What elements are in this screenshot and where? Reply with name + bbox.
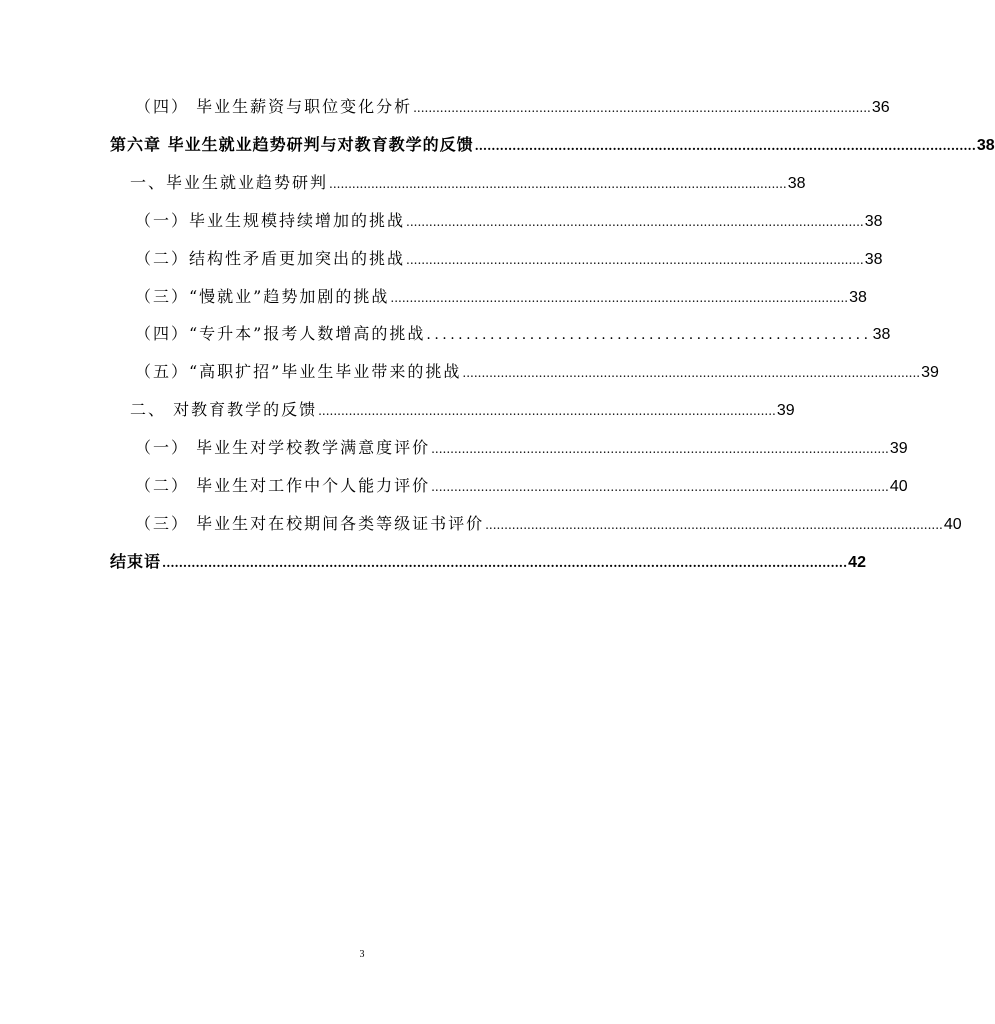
toc-entry[interactable] <box>135 97 890 117</box>
dot-leader: ........................................................................................................................ <box>485 518 943 532</box>
toc-entry-title: （一）毕业生规模持续增加的挑战 <box>135 211 406 230</box>
dot-leader: ........................................................................................................................ <box>413 101 871 115</box>
toc-entry-page: 38 <box>787 175 806 192</box>
page-number: 3 <box>359 949 365 960</box>
toc-entry-page: 39 <box>889 440 908 457</box>
toc-entry[interactable] <box>130 400 795 420</box>
toc-entry[interactable] <box>135 324 891 344</box>
dot-leader: ........................................................................................................................ <box>406 253 864 267</box>
toc-entry-page: 39 <box>776 402 795 419</box>
toc-entry-title: 第六章 毕业生就业趋势研判与对教育教学的反馈 <box>110 135 474 154</box>
toc-entry[interactable] <box>135 514 962 534</box>
toc-entry-page: 38 <box>976 137 995 154</box>
toc-entry-title: （二） 毕业生对工作中个人能力评价 <box>135 476 431 495</box>
toc-entry-title: 二、 对教育教学的反馈 <box>130 400 318 419</box>
dot-leader: ........................................................................................................................ <box>431 442 889 456</box>
dot-leader: ........................................................................................................................ <box>406 215 864 229</box>
dot-leader: ........................................................................................................................ <box>390 291 849 305</box>
toc-entry-title: （一） 毕业生对学校教学满意度评价 <box>135 438 431 457</box>
toc-entry[interactable] <box>135 249 883 269</box>
toc-entry[interactable] <box>135 287 867 307</box>
toc-entry-title: 结束语 <box>110 552 162 571</box>
toc-entry-title: （四）“专升本”报考人数增高的挑战 <box>135 324 426 343</box>
toc-entry-title: （四） 毕业生薪资与职位变化分析 <box>135 97 413 116</box>
toc-entry-title: （三）“慢就业”趋势加剧的挑战 <box>135 287 390 306</box>
toc-entry-title: （三） 毕业生对在校期间各类等级证书评价 <box>135 514 485 533</box>
toc-entry-page: 38 <box>864 213 883 230</box>
dot-leader: ........................................................................................................................ <box>474 139 976 153</box>
toc-entry[interactable] <box>130 173 806 193</box>
dot-leader: ........................................................................................................................ <box>329 177 787 191</box>
toc-entry-title: 一、毕业生就业趋势研判 <box>130 173 329 192</box>
toc-entry[interactable] <box>135 362 939 382</box>
toc-entry-page: 39 <box>921 364 939 381</box>
toc-entry-page: 38 <box>849 289 867 306</box>
dot-leader: ........................................................................................................................ <box>318 404 776 418</box>
toc-entry-chapter[interactable] <box>110 135 995 155</box>
dot-leader: ........................................................ <box>426 327 872 343</box>
dot-leader: ........................................................................................................................ <box>462 366 921 380</box>
toc-entry[interactable] <box>135 476 908 496</box>
toc-entry[interactable] <box>135 438 908 458</box>
dot-leader: .................................................................................................................................................................... <box>162 556 848 570</box>
toc-entry-page: 38 <box>864 251 883 268</box>
toc-entry-page: 40 <box>943 516 962 533</box>
toc-entry[interactable] <box>135 211 883 231</box>
toc-entry-chapter[interactable] <box>110 552 866 572</box>
toc-entry-title: （五）“高职扩招”毕业生毕业带来的挑战 <box>135 362 462 381</box>
dot-leader: ........................................................................................................................ <box>431 480 889 494</box>
toc-entry-page: 42 <box>848 554 866 571</box>
toc-entry-title: （二）结构性矛盾更加突出的挑战 <box>135 249 406 268</box>
toc-entry-page: 40 <box>889 478 908 495</box>
toc-entry-page: 38 <box>872 326 891 343</box>
toc-entry-page: 36 <box>871 99 890 116</box>
